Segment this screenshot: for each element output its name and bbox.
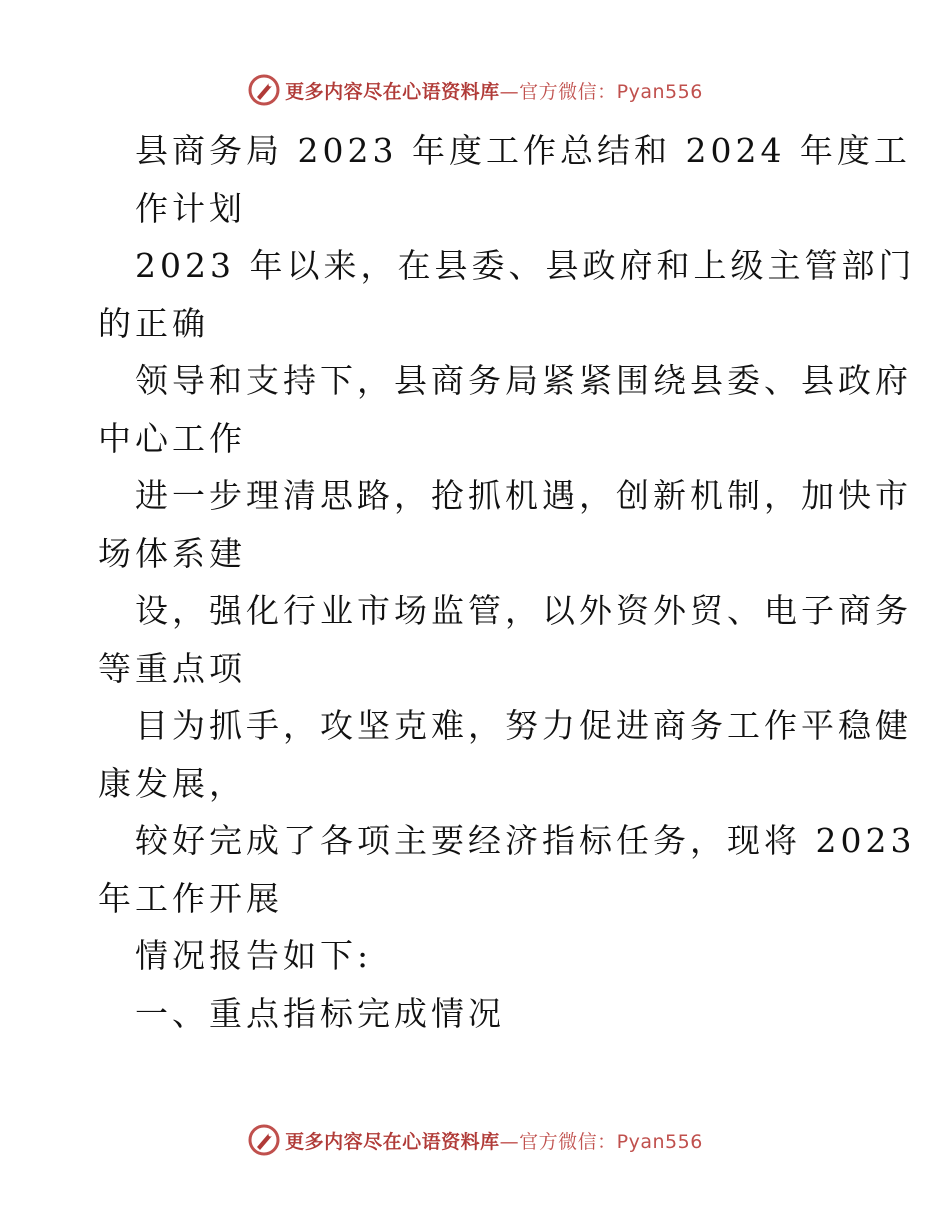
paragraph-line: 场体系建 xyxy=(98,533,246,573)
document-body xyxy=(0,122,950,1042)
paragraph-line: 设，强化行业市场监管，以外资外贸、电子商务 xyxy=(135,591,912,630)
paragraph-line: 2023 年以来，在县委、县政府和上级主管部门 xyxy=(135,246,916,285)
paragraph-line: 目为抓手，攻坚克难，努力促进商务工作平稳健 xyxy=(135,706,912,745)
footer-watermark xyxy=(0,1120,950,1160)
section-heading: 一、重点指标完成情况 xyxy=(135,993,505,1033)
pen-nib-seal-icon xyxy=(247,1123,281,1157)
pen-nib-seal-icon xyxy=(247,73,281,107)
watermark-text: 更多内容尽在心语资料库—官方微信：Pyan556 xyxy=(285,1130,703,1153)
title-line-1: 县商务局 2023 年度工作总结和 2024 年度工 xyxy=(135,131,911,170)
paragraph-line: 情况报告如下: xyxy=(135,936,373,975)
paragraph-line: 较好完成了各项主要经济指标任务，现将 2023 xyxy=(135,821,916,860)
paragraph-line: 的正确 xyxy=(98,303,209,343)
paragraph-line: 领导和支持下，县商务局紧紧围绕县委、县政府 xyxy=(135,361,912,400)
paragraph-line: 等重点项 xyxy=(98,648,246,688)
watermark-text: 更多内容尽在心语资料库—官方微信：Pyan556 xyxy=(285,80,703,103)
title-line-2: 作计划 xyxy=(135,188,246,228)
paragraph-line: 中心工作 xyxy=(98,418,246,458)
paragraph-line: 进一步理清思路，抢抓机遇，创新机制，加快市 xyxy=(135,476,912,515)
header-watermark xyxy=(0,70,950,110)
paragraph-line: 年工作开展 xyxy=(98,878,283,918)
paragraph-line: 康发展， xyxy=(98,763,246,803)
